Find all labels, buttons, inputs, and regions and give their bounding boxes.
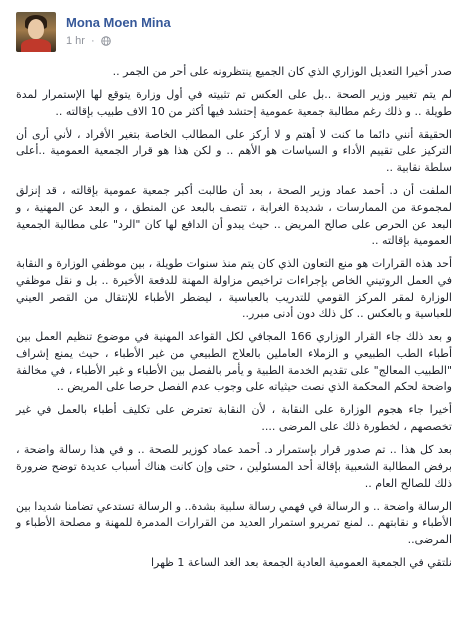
avatar-face	[28, 19, 44, 39]
post-paragraph: بعد كل هذا .. تم صدور قرار بإستمرار د. أحمد عماد كوزير للصحة .. و في هذا رسالة واضحة ، برفض المطالبة الشعبية بإقالة أحد المسئولين ، حتى وإن كانت هناك أسباب عديدة توضح ضرورة ذلك للصالح العام ..	[16, 443, 452, 490]
avatar[interactable]	[16, 12, 56, 52]
post-paragraph: صدر أخيرا التعديل الوزاري الذي كان الجميع ينتظرونه على أحر من الجمر ..	[112, 65, 452, 78]
post-paragraph: الملفت أن د. أحمد عماد وزير الصحة ، بعد أن طالبت أكبر جمعية عمومية بإقالته ، قد إنزلق لمجموعة من الممارسات ، شديدة الغرابة ، تتصف بالبعد عن المنطق ، و البعد عن المهنية ، و البعد عن الحرص على صالح المريض .. حيث يبدو أن الدافع لها كان "الرد" على مطالبة الجمعية العمومية بإقالته ..	[16, 184, 452, 248]
post-paragraph: الحقيقة أنني دائما ما كنت لا أهتم و لا أركز على المطالب الخاصة بتغير الأفراد ، لأني أرى أن التركيز على تقييم الأداء و السياسات هو الأهم .. و لكن هذا هو قرار الجمعية العمومية ..أعلى سلطة نقابية ..	[16, 127, 452, 175]
globe-icon[interactable]	[101, 36, 111, 46]
post-paragraph: أحد هذه القرارات هو منع التعاون الذي كان يتم منذ سنوات طويلة ، بين موظفي الوزارة و النقابة في العمل الروتيني الخاص بإجراءات تراخيص مزاولة المهنة للدفعة الأخيرة .. بل و نقل موظفي الوزارة لمقر المركز القومي للتدريب بالعباسية ، ليضطر الأطباء للإنتقال من القصر العيني للعباسية و بالعكس .. كل ذلك دون أدنى مبرر..	[16, 257, 452, 321]
post-paragraph: و بعد ذلك جاء القرار الوزاري 166 المجافي لكل القواعد المهنية في موضوع تنظيم العمل بين أطباء الطب الطبيعي و الزملاء العاملين بالعلاج الطبيعي من غير الأطباء ، حيث يمنع إشراف "الطبيب المعالج" على تقديم الخدمة الطبية و يأمر بالفصل بين الأطباء و غير الأطباء ، في مخالفة واضحة لحكم المحكمة الذي نصت حيثياته على وجوب عدم الفصل حرصا على المريض ..	[16, 330, 452, 394]
meta-separator: ·	[91, 35, 95, 48]
post-paragraph: نلتقي في الجمعية العمومية العادية الجمعة بعد الغد الساعة 1 ظهرا	[150, 555, 452, 569]
avatar-dress	[21, 39, 51, 52]
post-header	[16, 12, 456, 56]
post-paragraph: لم يتم تغيير وزير الصحة ..بل على العكس تم تثبيته في أول وزارة يتوقع لها الإستمرار لمدة طويلة .. و ذلك رغم مطالبة جمعية عمومية إحتشد فيها أكثر من 10 الاف طبيب بإقالته ..	[16, 88, 452, 118]
post-paragraph: أخيرا جاء هجوم الوزارة على النقابة ، لأن النقابة تعترض على تكليف أطباء بالعمل في غير تخصصهم ، لخطورة ذلك على المرضى ....	[16, 403, 452, 434]
post-body	[16, 64, 452, 578]
post-paragraph: الرسالة واضحة .. و الرسالة في فهمي رسالة سلبية بشدة.. و الرسالة تستدعي تضامنا شديدا بين الأطباء و نقابتهم .. لمنع تمريرو استمرار العديد من القرارات المدمرة للمهنة و مصلحة الأطباء و المرضى..	[16, 499, 452, 546]
author-name[interactable]: Mona Moen Mina	[66, 15, 171, 30]
post-timestamp[interactable]: 1 hr	[66, 35, 85, 48]
post-meta	[66, 35, 111, 49]
